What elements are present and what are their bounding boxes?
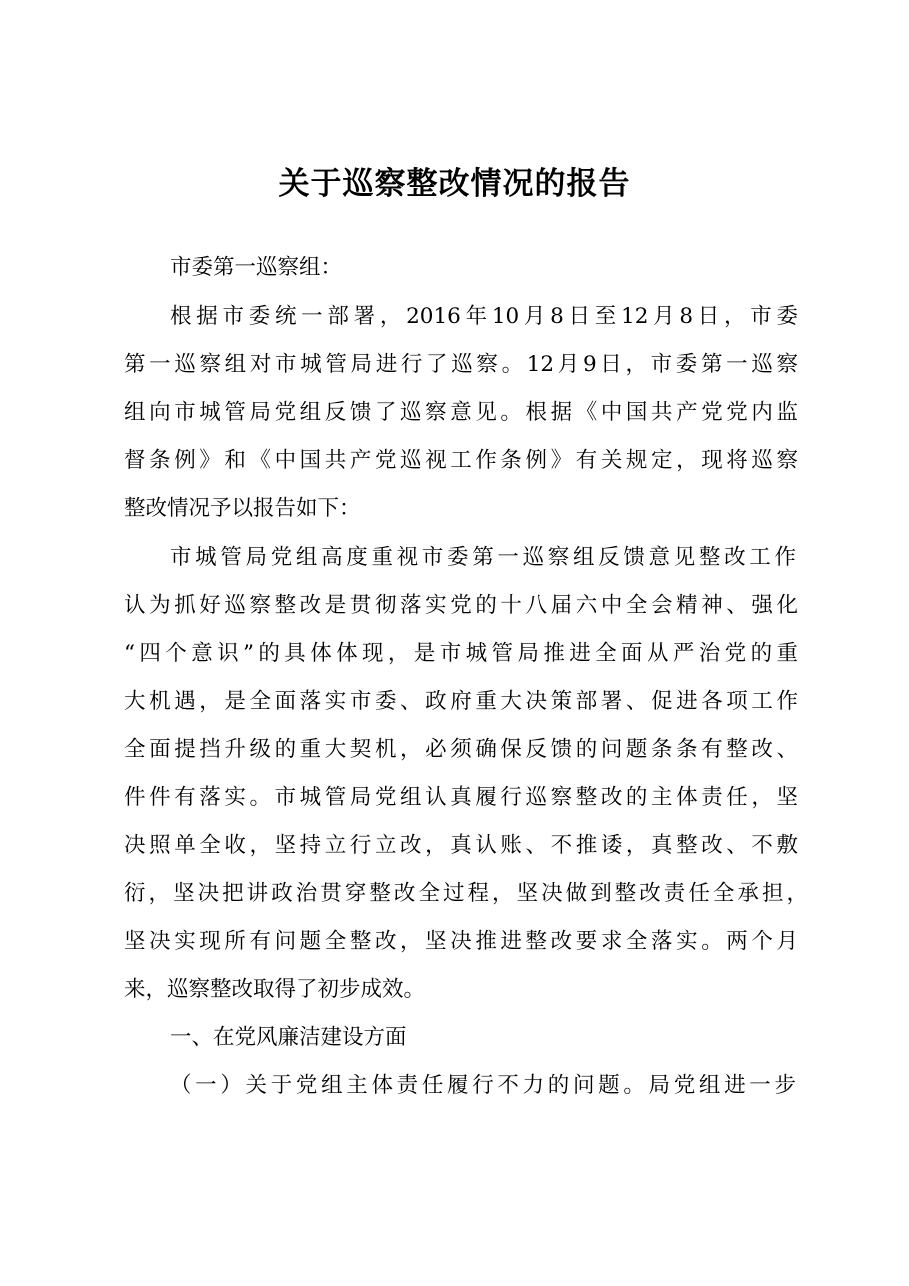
paragraph-2-line-7: 决照单全收，坚持立行立改，真认账、不推诿，真整改、不敷 — [124, 833, 798, 858]
section-1-heading: 一、在党风廉洁建设方面 — [170, 1025, 407, 1050]
paragraph-2-line-6: 件件有落实。市城管局党组认真履行巡察整改的主体责任，坚 — [124, 785, 798, 810]
paragraph-2-line-4: 大机遇，是全面落实市委、政府重大决策部署、促进各项工作 — [124, 689, 798, 714]
paragraph-2-line-8: 衍，坚决把讲政治贯穿整改全过程，坚决做到整改责任全承担， — [124, 881, 808, 906]
document-title: 关于巡察整改情况的报告 — [278, 166, 631, 202]
paragraph-2-line-9: 坚决实现所有问题全整改，坚决推进整改要求全落实。两个月 — [124, 929, 798, 954]
paragraph-1-line-4: 督条例》和《中国共产党巡视工作条例》有关规定，现将巡察 — [124, 448, 798, 473]
subsection-1-line-1: （一）关于党组主体责任履行不力的问题。局党组进一步 — [170, 1073, 796, 1098]
paragraph-2-line-3: “四个意识”的具体体现，是市城管局推进全面从严治党的重 — [124, 641, 798, 666]
paragraph-2-line-1: 市城管局党组高度重视市委第一巡察组反馈意见整改工作 — [170, 545, 796, 570]
paragraph-2-line-5: 全面提挡升级的重大契机，必须确保反馈的问题条条有整改、 — [124, 737, 798, 762]
paragraph-1-line-2: 第一巡察组对市城管局进行了巡察。12月9日，市委第一巡察 — [124, 352, 798, 377]
salutation: 市委第一巡察组： — [170, 255, 343, 280]
paragraph-1-line-1: 根据市委统一部署，2016年10月8日至12月8日，市委 — [170, 304, 798, 329]
paragraph-2-line-10: 来，巡察整改取得了初步成效。 — [124, 977, 426, 1002]
paragraph-2-line-2: 认为抓好巡察整改是贯彻落实党的十八届六中全会精神、强化 — [124, 593, 798, 618]
paragraph-1-line-3: 组向市城管局党组反馈了巡察意见。根据《中国共产党党内监 — [124, 400, 798, 425]
paragraph-1-line-5: 整改情况予以报告如下： — [124, 496, 361, 521]
